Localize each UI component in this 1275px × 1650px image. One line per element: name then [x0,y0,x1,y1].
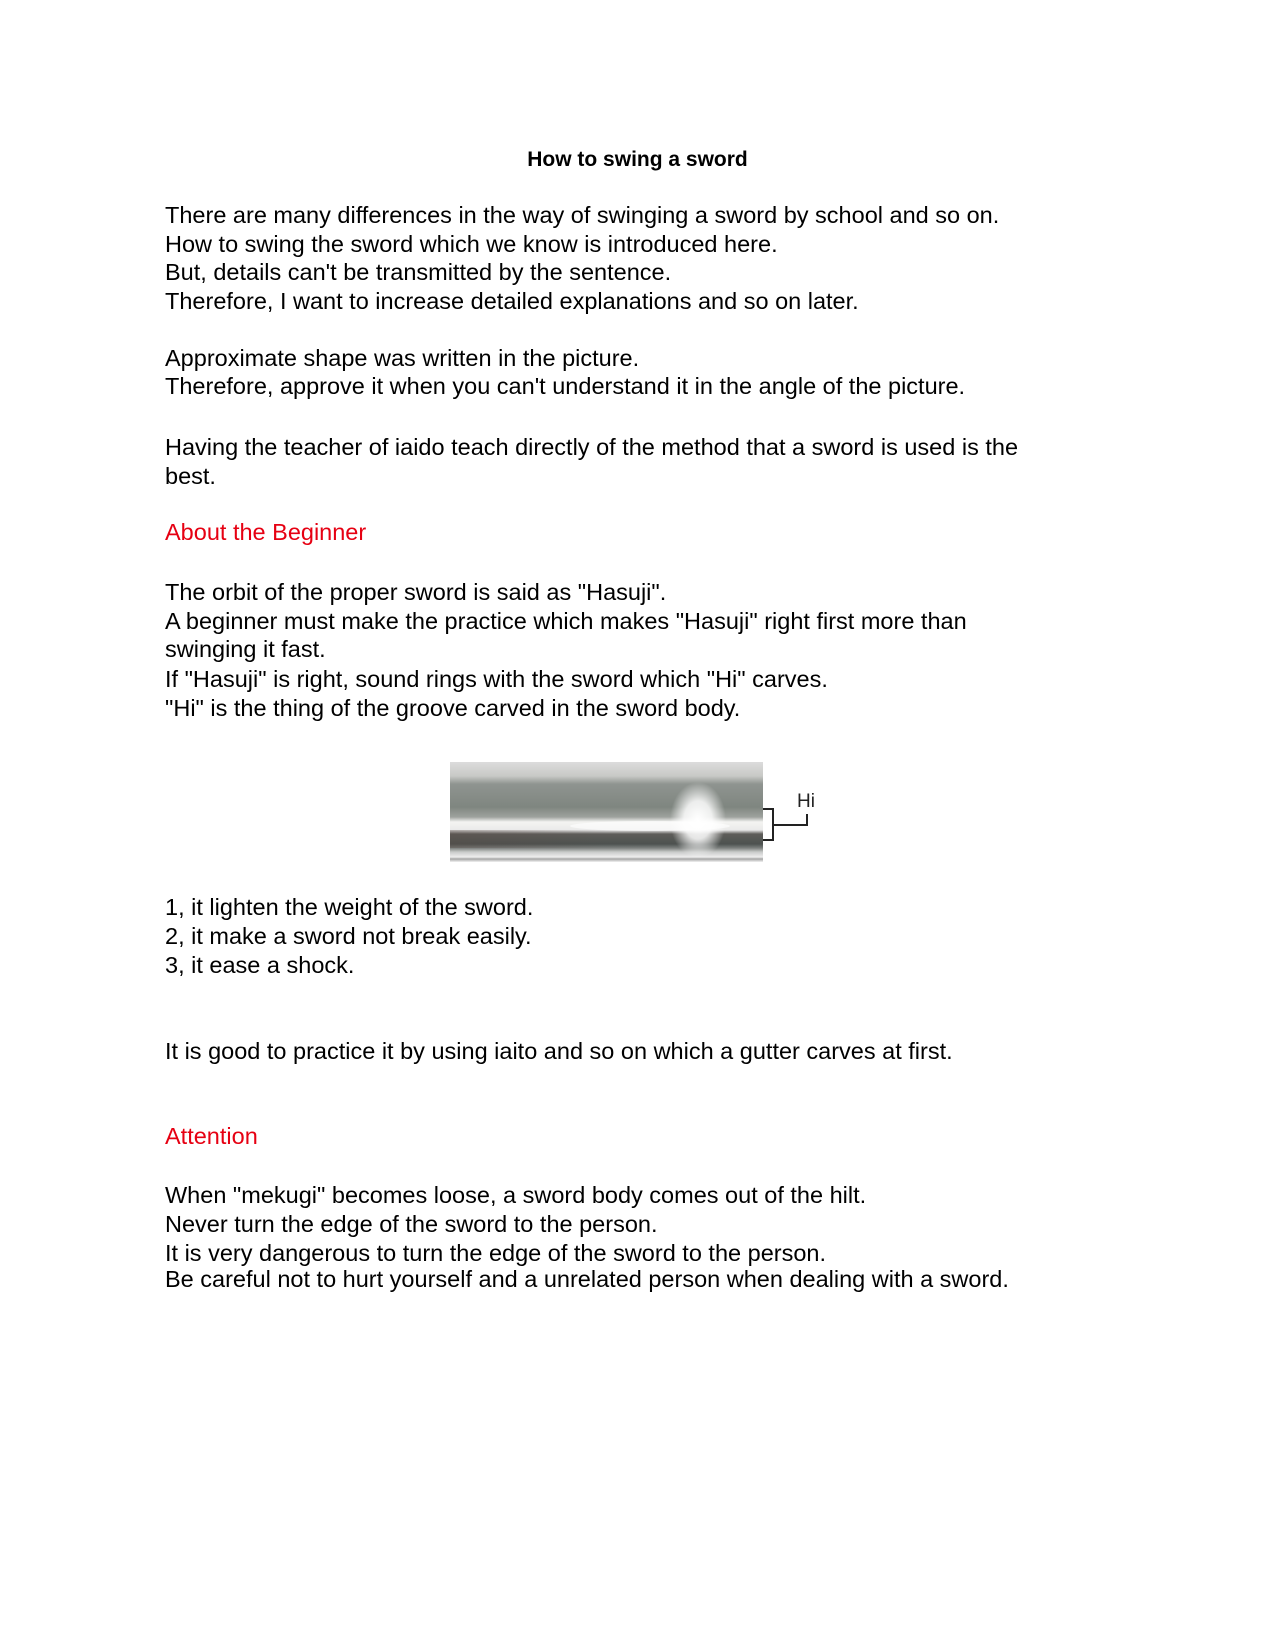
text-line: The orbit of the proper sword is said as "Hasuji". [165,579,667,605]
sword-blade-image [450,762,763,862]
text-line: If "Hasuji" is right, sound rings with the sword which "Hi" carves. [165,666,828,692]
list-item: 2, it make a sword not break easily. [165,923,532,949]
section-heading-beginner: About the Beginner [165,519,367,545]
text-line: Approximate shape was written in the picture. [165,345,640,371]
section-heading-attention: Attention [165,1123,258,1149]
text-line: best. [165,463,216,489]
text-line: Therefore, I want to increase detailed explanations and so on later. [165,288,859,314]
text-line: "Hi" is the thing of the groove carved in the sword body. [165,695,741,721]
page-title: How to swing a sword [527,148,748,171]
text-line: A beginner must make the practice which makes "Hasuji" right first more than [165,608,967,634]
text-line: It is very dangerous to turn the edge of the sword to the person. [165,1240,827,1266]
list-item: 1, it lighten the weight of the sword. [165,894,534,920]
text-line: swinging it fast. [165,636,326,662]
text-line: But, details can't be transmitted by the sentence. [165,259,672,285]
text-line: Be careful not to hurt yourself and a unrelated person when dealing with a sword. [165,1266,1009,1292]
practice-note: It is good to practice it by using iaito and so on which a gutter carves at first. [165,1038,953,1064]
text-line: Therefore, approve it when you can't understand it in the angle of the picture. [165,373,966,399]
list-item: 3, it ease a shock. [165,952,355,978]
sword-hi-photo [450,762,763,862]
text-line: Having the teacher of iaido teach directly of the method that a sword is used is the [165,434,1019,460]
hi-groove-bracket [763,808,811,842]
hi-label: Hi [797,791,815,812]
text-line: When "mekugi" becomes loose, a sword body comes out of the hilt. [165,1182,867,1208]
text-line: There are many differences in the way of swinging a sword by school and so on. [165,202,1000,228]
text-line: How to swing the sword which we know is introduced here. [165,231,778,257]
text-line: Never turn the edge of the sword to the person. [165,1211,658,1237]
